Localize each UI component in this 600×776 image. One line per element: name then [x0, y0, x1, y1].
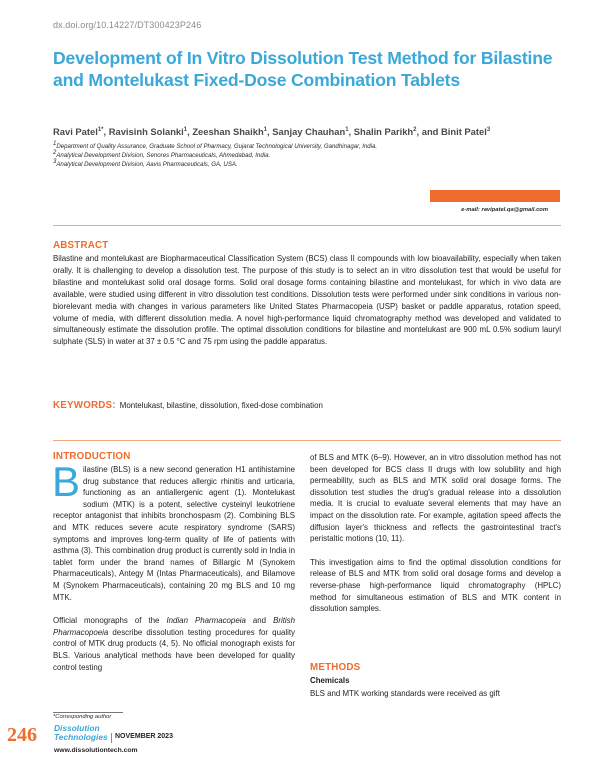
intro-paragraph-1: [52, 458, 295, 603]
footnote-rule: [53, 712, 123, 713]
affiliation-sup: 1: [53, 141, 57, 147]
affiliation-2: [53, 150, 270, 159]
author-sep: ,: [187, 126, 193, 137]
intro-paragraph-4: This investigation aims to find the optimal dissolution conditions for release of BLS and MTK from solid oral dosage forms and develop a reverse-phase high-performance liquid chromatography (HPLC) method for simultaneous estimation of BLS and MTK content in dissolution samples.: [310, 557, 561, 614]
author-sup: 1: [345, 126, 349, 133]
journal-logo-line1: Dissolution: [54, 723, 100, 733]
author-sep: ,: [267, 126, 273, 137]
affiliation-sup: 3: [53, 159, 57, 165]
author-sep: , and: [416, 126, 441, 137]
author-sup: 3: [486, 126, 491, 133]
keywords-label: KEYWORDS:: [53, 400, 116, 411]
affiliation-text: Analytical Development Division, Aavis Pharmaceuticals, GA, USA.: [56, 161, 238, 169]
contact-email[interactable]: e-mail: ravipatel.qa@gmail.com: [461, 207, 548, 213]
doi-link[interactable]: dx.doi.org/10.14227/DT300423P246: [53, 20, 202, 30]
issue-date: NOVEMBER 2023: [115, 733, 173, 740]
author: Shalin Parikh: [353, 126, 414, 137]
journal-logo-line2: Technologies: [54, 732, 108, 742]
chemicals-body: BLS and MTK working standards were received as gift: [310, 689, 500, 698]
journal-website[interactable]: www.dissolutiontech.com: [54, 747, 138, 754]
abstract-body: Bilastine and montelukast are Biopharmaceutical Classification System (BCS) class II compounds with low bioavailability, especially when taken orally. It is challenging to develop a dissolution test. The purpose of this study is to select an in vitro dissolution test that would be useful for bilastine and montelukast solid oral dosage forms. Solid oral dosage forms containing bilastine and montelukast, for which in vivo data are available, were studied using different in vitro dissolution test conditions. Dissolution tests were performed under sink conditions in various non-biorelevant media with changes in various parameters like United States Pharmacopeia (USP) basket or paddle apparatus, rotation speed, volume of media, with different dissolution media. A novel high-performance liquid chromatography method was developed and validated to simultaneously estimate the dissolution profile. The optimal dissolution conditions for bilastine and montelukast are 900 mL 0.5% sodium lauryl sulphate (SLS) in water at 37 ± 0.5 °C and 75 rpm using the paddle apparatus.: [53, 254, 561, 347]
author: Sanjay Chauhan: [272, 126, 346, 137]
author-sup: 1: [183, 126, 188, 133]
intro-p2-b: and: [245, 616, 274, 626]
abstract-heading: ABSTRACT: [53, 240, 109, 251]
introduction-heading: INTRODUCTION: [53, 451, 131, 462]
chemicals-subheading: Chemicals: [310, 676, 350, 685]
author-sup: 2: [413, 126, 417, 133]
affiliation-text: Department of Quality Assurance, Graduate School of Pharmacy, Gujarat Technological University, Gandhinagar, India.: [56, 143, 378, 151]
author: Ravisinh Solanki: [108, 126, 184, 137]
intro-paragraph-3: of BLS and MTK (6–9). However, an in vitro dissolution method has not been developed for BCS class II drugs with low solubility and high permeability, such as BLS and MTK solid oral dosage forms. The dissolution test studies the drug's gradual release into a dissolution media. It is crucial to evaluate several elements that may have an impact on the dissolution rate. For example, agitation speed affects the diffusion layer's thickness and reflects the gastrointestinal tract's peristaltic motions (10, 11).: [310, 453, 561, 544]
author: Binit Patel: [441, 126, 487, 137]
affiliation-3: [53, 159, 238, 168]
intro-p2-ref1: Indian Pharmacopeia: [166, 616, 246, 626]
intro-p2-a: Official monographs of the: [53, 616, 167, 626]
page-number: 246: [7, 724, 37, 746]
left-column: [52, 458, 295, 673]
intro-p2-ref2: British Pharmacopoeia: [53, 616, 295, 637]
author: Ravi Patel: [53, 126, 98, 137]
methods-heading: METHODS: [310, 662, 361, 673]
footer-separator: [111, 733, 112, 743]
intro-paragraph-2: [53, 615, 295, 673]
affiliation-text: Analytical Development Division, Senores Pharmaceuticals, Ahmedabad, India.: [56, 152, 271, 160]
author-sep: ,: [348, 126, 354, 137]
keywords: [53, 395, 323, 413]
intro-paragraph-1-text: ilastine (BLS) is a new second generation H1 antihistamine drug substance that reduces allergic rhinitis and urticaria, functioning as an antiallergenic agent (1). Montelukast sodium (MTK) is a potent, selective cysteinyl leukotriene receptor antagonist that inhibits bronchospasm (2). Combining BLS and MTK reduces severe acute respiratory syndrome (SARS) symptoms and improves long-term quality of life of patients with asthma (3). This combination drug product is currently sold in India in tablet form under the brand names of Billargic M (Synokem Pharmaceuticals), Antegy M (Intas Pharmaceuticals), and Bilamove M (Synokem Pharmaceuticals), containing 20 mg BLS and 10 mg MTK.: [53, 465, 295, 602]
right-column: [310, 452, 561, 615]
affiliation-1: [53, 141, 377, 150]
author-list: [53, 126, 573, 137]
author-sep: ,: [103, 126, 109, 137]
drop-cap: B: [52, 458, 81, 505]
divider: [53, 225, 561, 226]
author-sup: 1*: [97, 126, 104, 133]
accent-bar: [430, 190, 560, 202]
divider: [53, 440, 561, 441]
affiliation-sup: 2: [53, 150, 57, 156]
intro-p2-c: describe dissolution testing procedures for quality control of MTK drug products (4, 5). No official monograph exists for BLS. Various analytical methods have been developed for quality control testing: [53, 627, 295, 672]
author-sup: 1: [263, 126, 268, 133]
article-title: Development of In Vitro Dissolution Test Method for Bilastine and Montelukast Fixed-Dose Combination Tablets: [53, 48, 553, 90]
corresponding-author-note: *Corresponding author: [53, 714, 112, 720]
keywords-text: Montelukast, bilastine, dissolution, fixed-dose combination: [119, 401, 323, 410]
author: Zeeshan Shaikh: [192, 126, 264, 137]
